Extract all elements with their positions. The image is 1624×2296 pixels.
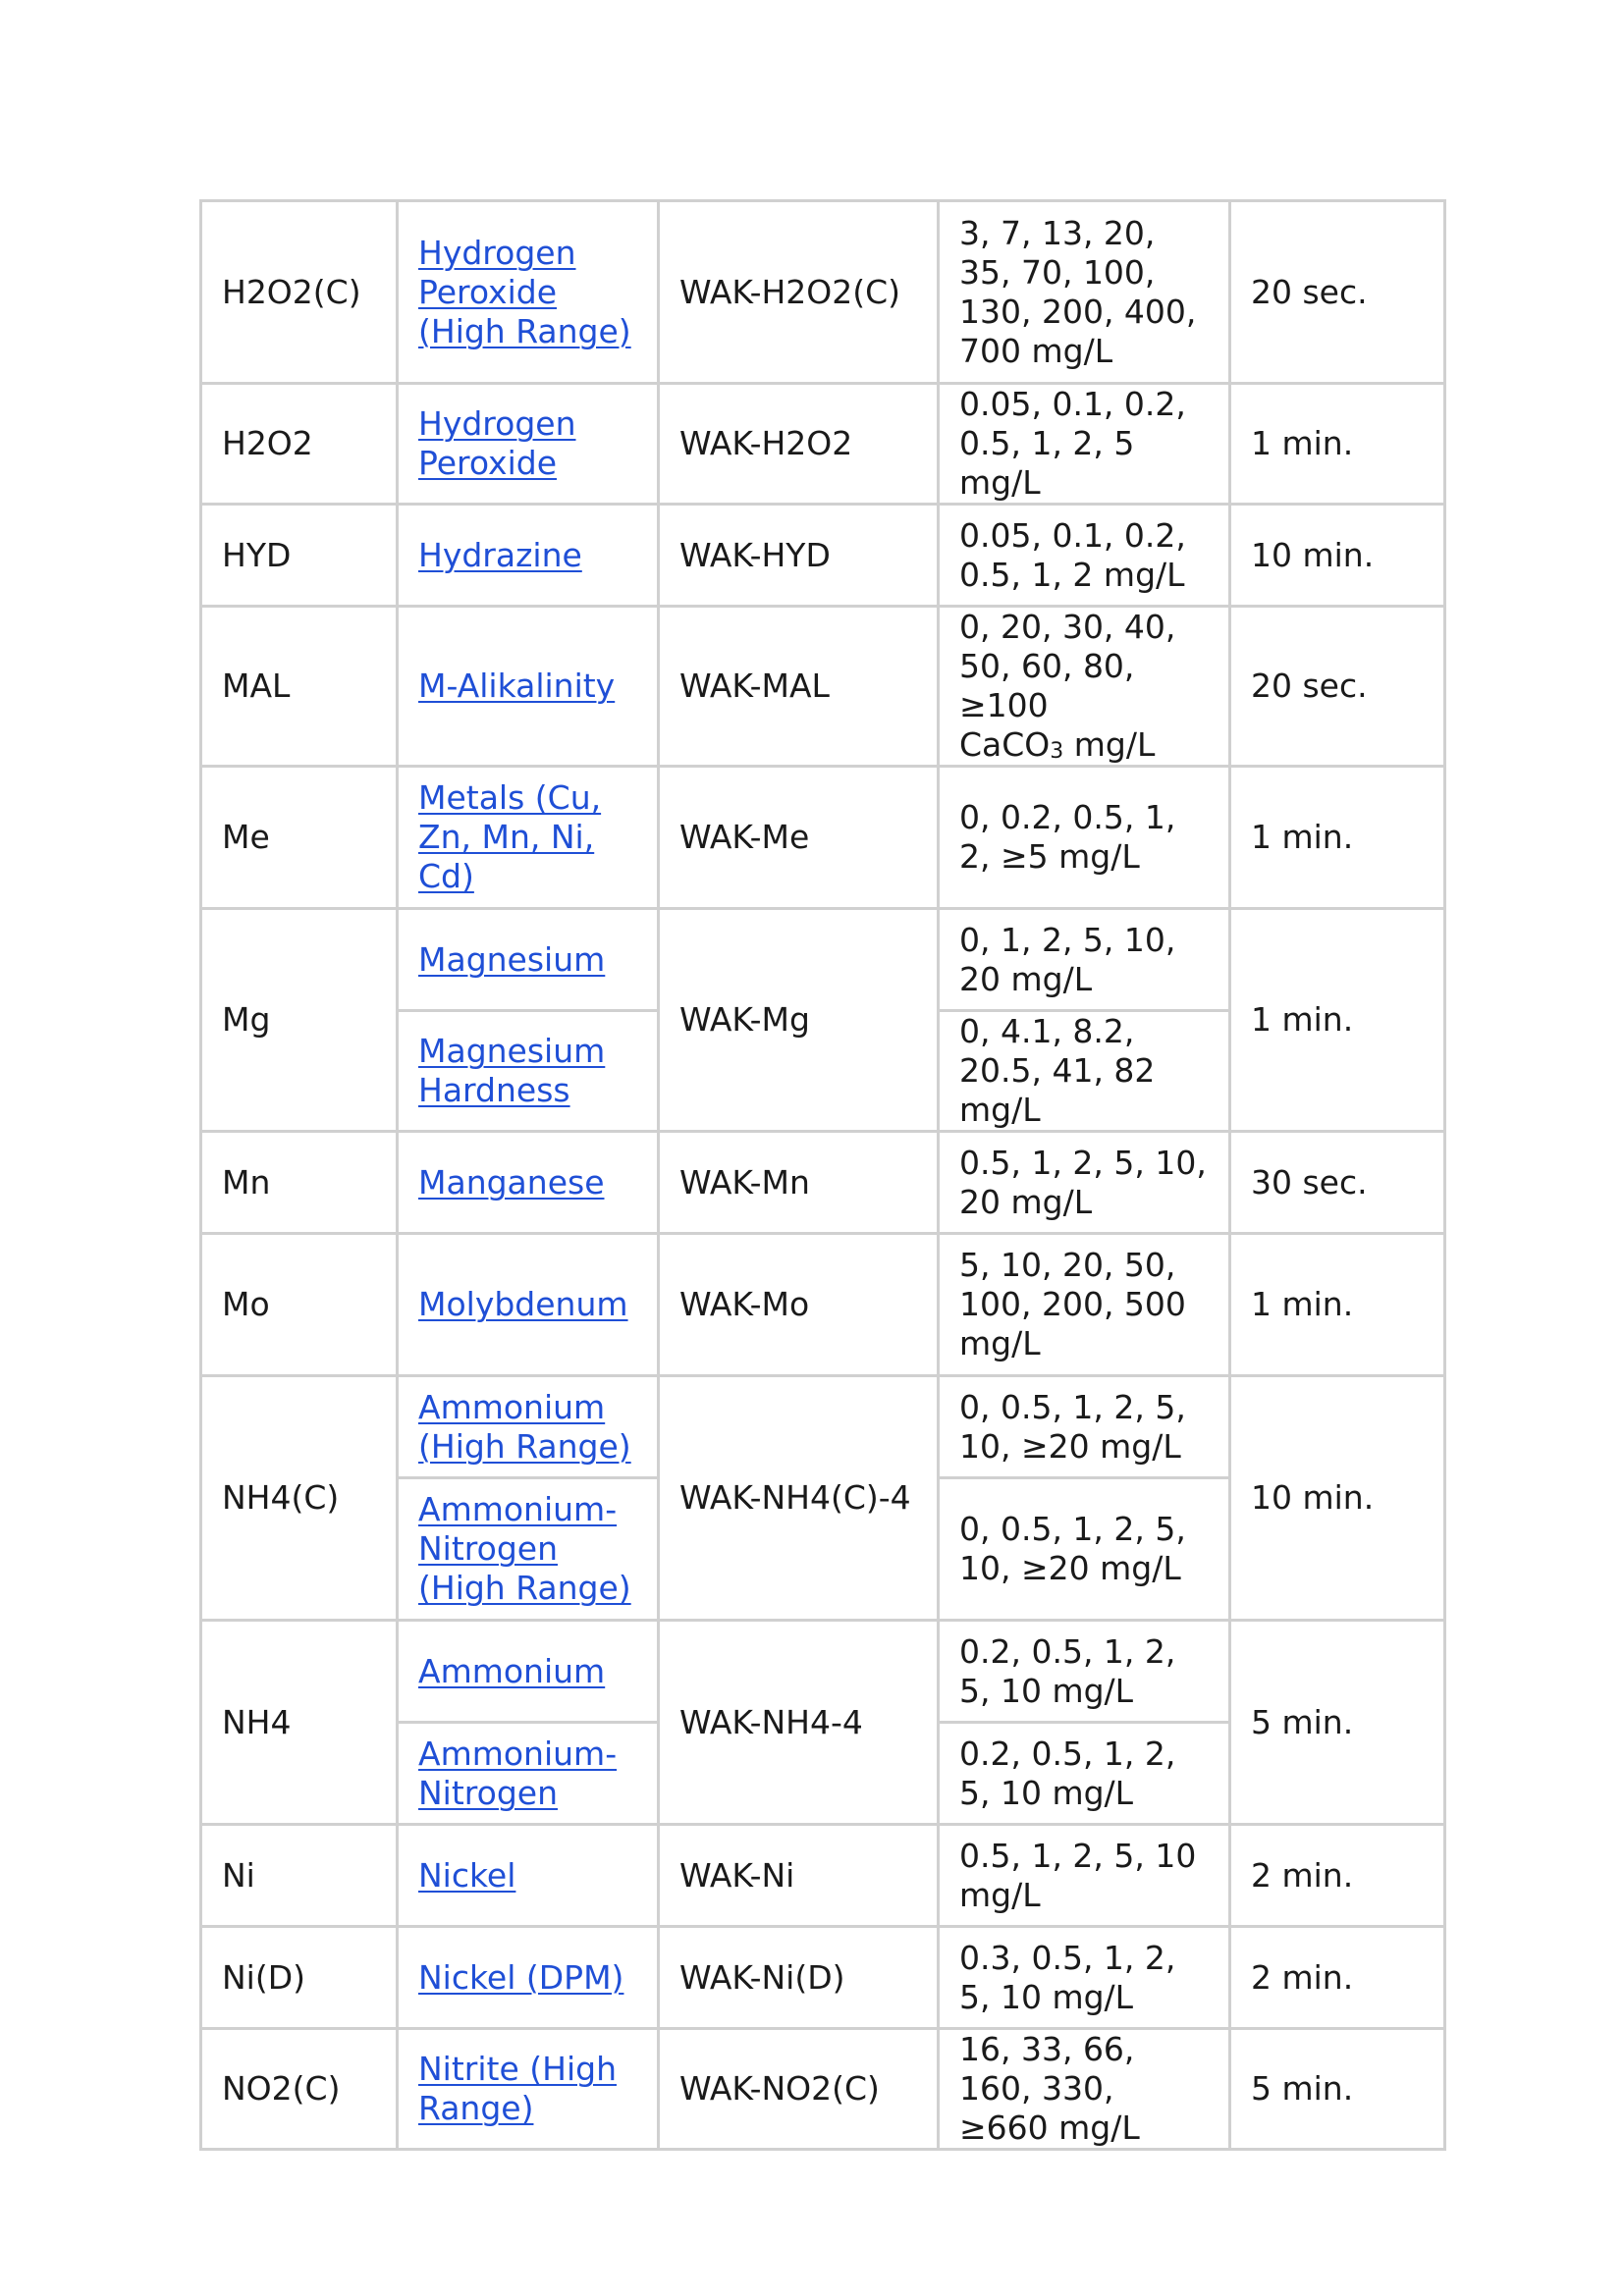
test-link[interactable]: Ammonium (High Range)	[418, 1387, 631, 1466]
kit-code: WAK-Mg	[659, 909, 939, 1132]
table-row	[201, 767, 1445, 909]
test-link[interactable]: Metals (Cu, Zn, Mn, Ni, Cd)	[418, 778, 602, 895]
measuring-range: 0.5, 1, 2, 5, 10 mg/L	[939, 1825, 1230, 1927]
measuring-range: 0.2, 0.5, 1, 2, 5, 10 mg/L	[939, 1723, 1230, 1825]
test-link[interactable]: Nitrite (High Range)	[418, 2050, 617, 2127]
kit-code: WAK-Me	[659, 767, 939, 909]
test-link[interactable]: Nickel	[418, 1855, 516, 1895]
measuring-range: 0, 4.1, 8.2, 20.5, 41, 82 mg/L	[939, 1011, 1230, 1132]
test-name-cell	[398, 607, 659, 767]
test-name-cell	[398, 767, 659, 909]
measuring-range: 0.05, 0.1, 0.2, 0.5, 1, 2 mg/L	[939, 505, 1230, 607]
test-name-cell	[398, 201, 659, 384]
table-row	[201, 384, 1445, 505]
measuring-range: 0.5, 1, 2, 5, 10, 20 mg/L	[939, 1132, 1230, 1234]
measuring-time: 2 min.	[1230, 1825, 1445, 1927]
test-name-cell	[398, 505, 659, 607]
kit-code: WAK-NH4-4	[659, 1621, 939, 1825]
model-code: NH4	[201, 1621, 398, 1825]
measuring-range: 0, 1, 2, 5, 10, 20 mg/L	[939, 909, 1230, 1011]
range-unit-prefix: CaCO	[959, 725, 1051, 764]
test-name-cell	[398, 1825, 659, 1927]
test-name-cell	[398, 1723, 659, 1825]
measuring-range: 0, 0.5, 1, 2, 5, 10, ≥20 mg/L	[939, 1376, 1230, 1478]
table-row	[201, 1825, 1445, 1927]
model-code: Mn	[201, 1132, 398, 1234]
measuring-range: 0.2, 0.5, 1, 2, 5, 10 mg/L	[939, 1621, 1230, 1723]
measuring-time: 10 min.	[1230, 505, 1445, 607]
test-link[interactable]: Ammonium-Nitrogen	[418, 1734, 618, 1812]
test-name-cell	[398, 1376, 659, 1478]
model-code: H2O2	[201, 384, 398, 505]
measuring-time: 5 min.	[1230, 2029, 1445, 2150]
model-code: Me	[201, 767, 398, 909]
model-code: Ni(D)	[201, 1927, 398, 2029]
kit-code: WAK-Ni(D)	[659, 1927, 939, 2029]
table-row	[201, 201, 1445, 384]
table-row	[201, 1376, 1445, 1478]
kit-code: WAK-Mn	[659, 1132, 939, 1234]
test-link[interactable]: Ammonium	[418, 1651, 606, 1690]
measuring-range: 16, 33, 66, 160, 330, ≥660 mg/L	[939, 2029, 1230, 2150]
measuring-time: 2 min.	[1230, 1927, 1445, 2029]
measuring-range	[939, 607, 1230, 767]
test-name-cell	[398, 1011, 659, 1132]
test-kit-table	[199, 199, 1446, 2151]
test-name-cell	[398, 1478, 659, 1621]
model-code: Mo	[201, 1234, 398, 1376]
kit-code: WAK-H2O2	[659, 384, 939, 505]
range-unit-subscript: 3	[1050, 739, 1064, 764]
measuring-range: 5, 10, 20, 50, 100, 200, 500 mg/L	[939, 1234, 1230, 1376]
kit-code: WAK-NO2(C)	[659, 2029, 939, 2150]
measuring-time: 20 sec.	[1230, 201, 1445, 384]
test-name-cell	[398, 909, 659, 1011]
model-code: NH4(C)	[201, 1376, 398, 1621]
measuring-time: 1 min.	[1230, 909, 1445, 1132]
test-link[interactable]: Magnesium Hardness	[418, 1032, 606, 1109]
kit-code: WAK-H2O2(C)	[659, 201, 939, 384]
kit-code: WAK-Ni	[659, 1825, 939, 1927]
table-row	[201, 1132, 1445, 1234]
table-row	[201, 909, 1445, 1011]
range-unit-suffix: mg/L	[1063, 725, 1156, 764]
measuring-time: 1 min.	[1230, 767, 1445, 909]
test-name-cell	[398, 1927, 659, 2029]
table-row	[201, 607, 1445, 767]
test-link[interactable]: Ammonium-Nitrogen (High Range)	[418, 1490, 631, 1607]
kit-code: WAK-HYD	[659, 505, 939, 607]
measuring-time: 30 sec.	[1230, 1132, 1445, 1234]
table-row	[201, 1621, 1445, 1723]
model-code: H2O2(C)	[201, 201, 398, 384]
model-code: HYD	[201, 505, 398, 607]
model-code: Mg	[201, 909, 398, 1132]
measuring-range: 3, 7, 13, 20, 35, 70, 100, 130, 200, 400, 700 mg/L	[939, 201, 1230, 384]
table-row	[201, 1234, 1445, 1376]
kit-code: WAK-Mo	[659, 1234, 939, 1376]
table-row	[201, 505, 1445, 607]
measuring-range: 0.3, 0.5, 1, 2, 5, 10 mg/L	[939, 1927, 1230, 2029]
measuring-time: 10 min.	[1230, 1376, 1445, 1621]
table-row	[201, 2029, 1445, 2150]
model-code: NO2(C)	[201, 2029, 398, 2150]
test-link[interactable]: Nickel (DPM)	[418, 1957, 624, 1997]
test-link[interactable]: Hydrogen Peroxide (High Range)	[418, 233, 631, 350]
measuring-range: 0, 0.5, 1, 2, 5, 10, ≥20 mg/L	[939, 1478, 1230, 1621]
range-values: 0, 20, 30, 40, 50, 60, 80, ≥100	[959, 608, 1176, 724]
test-link[interactable]: M-Alikalinity	[418, 667, 616, 705]
measuring-time: 1 min.	[1230, 384, 1445, 505]
kit-code: WAK-NH4(C)-4	[659, 1376, 939, 1621]
model-code: MAL	[201, 607, 398, 767]
test-link[interactable]: Molybdenum	[418, 1285, 628, 1323]
test-name-cell	[398, 1621, 659, 1723]
test-name-cell	[398, 2029, 659, 2150]
table-row	[201, 1927, 1445, 2029]
measuring-time: 5 min.	[1230, 1621, 1445, 1825]
test-link[interactable]: Magnesium	[418, 939, 606, 979]
test-name-cell	[398, 1234, 659, 1376]
measuring-time: 1 min.	[1230, 1234, 1445, 1376]
test-link[interactable]: Manganese	[418, 1162, 605, 1201]
test-name-cell	[398, 1132, 659, 1234]
measuring-range: 0, 0.2, 0.5, 1, 2, ≥5 mg/L	[939, 767, 1230, 909]
measuring-range: 0.05, 0.1, 0.2, 0.5, 1, 2, 5 mg/L	[939, 384, 1230, 505]
test-link[interactable]: Hydrogen Peroxide	[418, 404, 576, 482]
test-name-cell	[398, 384, 659, 505]
test-link[interactable]: Hydrazine	[418, 535, 582, 574]
measuring-time: 20 sec.	[1230, 607, 1445, 767]
model-code: Ni	[201, 1825, 398, 1927]
kit-code: WAK-MAL	[659, 607, 939, 767]
